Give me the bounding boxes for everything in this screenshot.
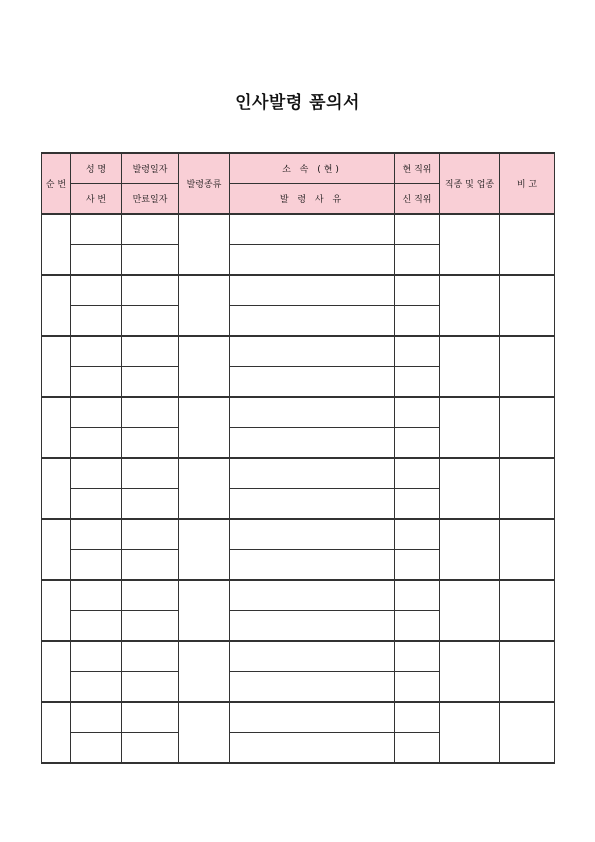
entry-name-cell[interactable] xyxy=(71,336,122,367)
entry-end-date-cell[interactable] xyxy=(122,306,179,337)
entry-seq-no-cell[interactable] xyxy=(42,275,71,336)
entry-remarks-cell[interactable] xyxy=(500,336,555,397)
entry-job-category-cell[interactable] xyxy=(440,641,500,702)
entry-current-position-cell[interactable] xyxy=(395,397,440,428)
entry-appointment-reason-cell[interactable] xyxy=(230,611,395,642)
entry-employee-no-cell[interactable] xyxy=(71,672,122,703)
header-seq-no: 순 번 xyxy=(42,153,71,214)
header-affiliation: 소 속 (현) xyxy=(230,153,395,184)
entry-end-date-cell[interactable] xyxy=(122,672,179,703)
entry-end-date-cell[interactable] xyxy=(122,611,179,642)
entry-new-position-cell[interactable] xyxy=(395,550,440,581)
entry-current-position-cell[interactable] xyxy=(395,702,440,733)
entry-row-top xyxy=(42,214,555,245)
entry-current-position-cell[interactable] xyxy=(395,458,440,489)
entry-remarks-cell[interactable] xyxy=(500,214,555,275)
entry-row-top xyxy=(42,641,555,672)
entry-current-position-cell[interactable] xyxy=(395,641,440,672)
entry-job-category-cell[interactable] xyxy=(440,519,500,580)
entry-current-position-cell[interactable] xyxy=(395,214,440,245)
entry-employee-no-cell[interactable] xyxy=(71,489,122,520)
entry-affiliation-cell[interactable] xyxy=(230,214,395,245)
entry-seq-no-cell[interactable] xyxy=(42,336,71,397)
entry-appointment-date-cell[interactable] xyxy=(122,214,179,245)
entry-name-cell[interactable] xyxy=(71,702,122,733)
entry-employee-no-cell[interactable] xyxy=(71,306,122,337)
entry-seq-no-cell[interactable] xyxy=(42,214,71,275)
entry-employee-no-cell[interactable] xyxy=(71,245,122,276)
entry-end-date-cell[interactable] xyxy=(122,550,179,581)
entry-appointment-reason-cell[interactable] xyxy=(230,245,395,276)
header-appointment-reason: 발 령 사 유 xyxy=(230,184,395,215)
entry-row-top xyxy=(42,458,555,489)
entry-appointment-date-cell[interactable] xyxy=(122,519,179,550)
entry-appointment-date-cell[interactable] xyxy=(122,580,179,611)
entry-appointment-type-cell[interactable] xyxy=(179,458,230,519)
personnel-appointment-table xyxy=(41,152,555,764)
entry-appointment-type-cell[interactable] xyxy=(179,519,230,580)
entry-current-position-cell[interactable] xyxy=(395,275,440,306)
form-title: 인사발령 품의서 xyxy=(235,93,360,113)
entry-employee-no-cell[interactable] xyxy=(71,611,122,642)
entry-name-cell[interactable] xyxy=(71,580,122,611)
entry-current-position-cell[interactable] xyxy=(395,519,440,550)
header-employee-no: 사 번 xyxy=(71,184,122,215)
entry-name-cell[interactable] xyxy=(71,275,122,306)
entry-appointment-date-cell[interactable] xyxy=(122,458,179,489)
entry-seq-no-cell[interactable] xyxy=(42,641,71,702)
entry-new-position-cell[interactable] xyxy=(395,245,440,276)
entry-job-category-cell[interactable] xyxy=(440,458,500,519)
entry-new-position-cell[interactable] xyxy=(395,428,440,459)
entry-appointment-type-cell[interactable] xyxy=(179,275,230,336)
header-current-position: 현 직위 xyxy=(395,153,440,184)
entry-job-category-cell[interactable] xyxy=(440,702,500,763)
entry-seq-no-cell[interactable] xyxy=(42,580,71,641)
entry-row-top xyxy=(42,702,555,733)
entry-seq-no-cell[interactable] xyxy=(42,458,71,519)
entry-appointment-date-cell[interactable] xyxy=(122,275,179,306)
header-remarks: 비 고 xyxy=(500,153,555,214)
entry-appointment-type-cell[interactable] xyxy=(179,641,230,702)
entry-remarks-cell[interactable] xyxy=(500,641,555,702)
entry-appointment-date-cell[interactable] xyxy=(122,641,179,672)
entry-job-category-cell[interactable] xyxy=(440,214,500,275)
entry-new-position-cell[interactable] xyxy=(395,672,440,703)
entry-remarks-cell[interactable] xyxy=(500,397,555,458)
entry-job-category-cell[interactable] xyxy=(440,580,500,641)
entry-seq-no-cell[interactable] xyxy=(42,397,71,458)
entry-affiliation-cell[interactable] xyxy=(230,458,395,489)
header-end-date: 만료일자 xyxy=(122,184,179,215)
header-appointment-type: 발령종류 xyxy=(179,153,230,214)
entry-name-cell[interactable] xyxy=(71,519,122,550)
entry-appointment-reason-cell[interactable] xyxy=(230,428,395,459)
entry-remarks-cell[interactable] xyxy=(500,580,555,641)
entry-job-category-cell[interactable] xyxy=(440,397,500,458)
entry-row-top xyxy=(42,275,555,306)
entry-employee-no-cell[interactable] xyxy=(71,733,122,764)
entry-affiliation-cell[interactable] xyxy=(230,580,395,611)
entry-affiliation-cell[interactable] xyxy=(230,641,395,672)
entry-affiliation-cell[interactable] xyxy=(230,397,395,428)
entry-appointment-reason-cell[interactable] xyxy=(230,733,395,764)
entry-row-top xyxy=(42,580,555,611)
entry-appointment-type-cell[interactable] xyxy=(179,702,230,763)
entry-appointment-date-cell[interactable] xyxy=(122,336,179,367)
header-name: 성 명 xyxy=(71,153,122,184)
entry-name-cell[interactable] xyxy=(71,214,122,245)
entry-end-date-cell[interactable] xyxy=(122,367,179,398)
entry-end-date-cell[interactable] xyxy=(122,428,179,459)
entry-remarks-cell[interactable] xyxy=(500,519,555,580)
entry-affiliation-cell[interactable] xyxy=(230,275,395,306)
entry-new-position-cell[interactable] xyxy=(395,733,440,764)
entry-appointment-reason-cell[interactable] xyxy=(230,550,395,581)
entry-row-top xyxy=(42,397,555,428)
entry-employee-no-cell[interactable] xyxy=(71,428,122,459)
entry-seq-no-cell[interactable] xyxy=(42,519,71,580)
entry-current-position-cell[interactable] xyxy=(395,336,440,367)
entry-affiliation-cell[interactable] xyxy=(230,519,395,550)
entry-appointment-type-cell[interactable] xyxy=(179,397,230,458)
entry-current-position-cell[interactable] xyxy=(395,580,440,611)
entry-row-top xyxy=(42,336,555,367)
entry-seq-no-cell[interactable] xyxy=(42,702,71,763)
header-row-1 xyxy=(42,153,555,184)
header-new-position: 신 직위 xyxy=(395,184,440,215)
entry-name-cell[interactable] xyxy=(71,458,122,489)
entry-new-position-cell[interactable] xyxy=(395,367,440,398)
entry-new-position-cell[interactable] xyxy=(395,306,440,337)
entry-appointment-reason-cell[interactable] xyxy=(230,672,395,703)
entry-appointment-date-cell[interactable] xyxy=(122,397,179,428)
entry-affiliation-cell[interactable] xyxy=(230,336,395,367)
entry-name-cell[interactable] xyxy=(71,397,122,428)
entry-appointment-type-cell[interactable] xyxy=(179,580,230,641)
entry-row-top xyxy=(42,519,555,550)
entry-new-position-cell[interactable] xyxy=(395,611,440,642)
entry-remarks-cell[interactable] xyxy=(500,458,555,519)
entry-appointment-type-cell[interactable] xyxy=(179,336,230,397)
entry-appointment-type-cell[interactable] xyxy=(179,214,230,275)
entry-affiliation-cell[interactable] xyxy=(230,702,395,733)
entry-employee-no-cell[interactable] xyxy=(71,367,122,398)
entry-end-date-cell[interactable] xyxy=(122,733,179,764)
entry-appointment-date-cell[interactable] xyxy=(122,702,179,733)
entry-job-category-cell[interactable] xyxy=(440,275,500,336)
entry-remarks-cell[interactable] xyxy=(500,275,555,336)
entry-appointment-reason-cell[interactable] xyxy=(230,306,395,337)
entry-job-category-cell[interactable] xyxy=(440,336,500,397)
entry-end-date-cell[interactable] xyxy=(122,245,179,276)
entry-new-position-cell[interactable] xyxy=(395,489,440,520)
entry-appointment-reason-cell[interactable] xyxy=(230,367,395,398)
entry-employee-no-cell[interactable] xyxy=(71,550,122,581)
header-appointment-date: 발령일자 xyxy=(122,153,179,184)
entry-end-date-cell[interactable] xyxy=(122,489,179,520)
entry-name-cell[interactable] xyxy=(71,641,122,672)
entry-remarks-cell[interactable] xyxy=(500,702,555,763)
entry-appointment-reason-cell[interactable] xyxy=(230,489,395,520)
header-job-category: 직종 및 업종 xyxy=(440,153,500,214)
